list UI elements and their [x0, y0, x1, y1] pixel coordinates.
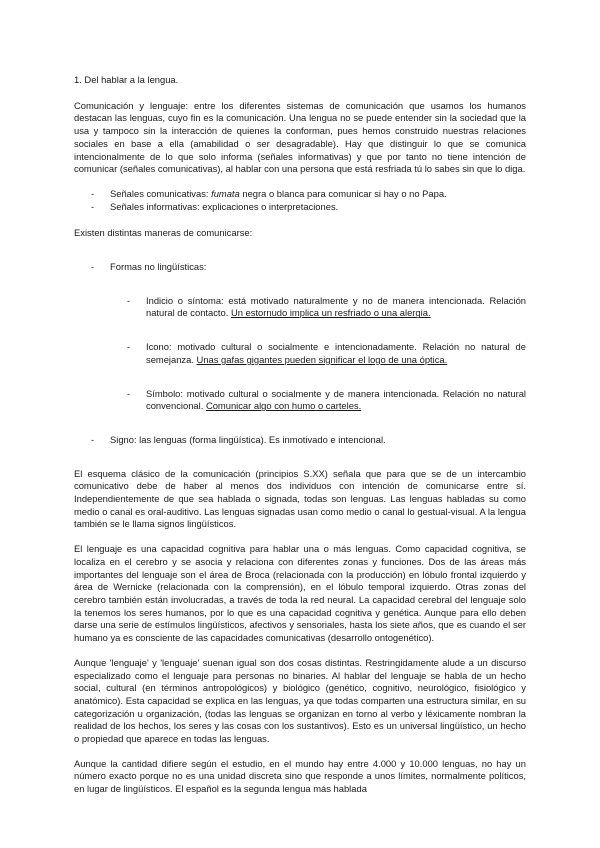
list-item	[74, 434, 526, 447]
intro-paragraph: Comunicación y lenguaje: entre los diferentes sistemas de comunicación que usamos los humanos destacan las lenguas, cuyo fin es la comunicación. Una lengua no se puede entender sin la sociedad que la usa y tampoco sin la interacción de quienes la conforman, pues hemos construido nuestras relaciones sociales en base a ella (amabilidad o ser desagradable). Hay que distinguir lo que se comunica intencionalmente de lo que solo informa (señales informativas) y que por tanto no tiene intención de comunicar (señales comunicativas), al hablar con una persona que está resfriada tú lo sabes sin que lo diga.	[74, 99, 526, 175]
sign-text: Signo: las lenguas (forma lingüística). Es inmotivado e intencional.	[110, 433, 386, 445]
list-item	[74, 261, 526, 274]
form-text: Símbolo: motivado cultural o socialmente y de manera intencionada. Relación no natural convencional.	[146, 387, 526, 412]
list-item	[74, 295, 526, 320]
forms-list	[74, 295, 526, 413]
signal-text-rest: negra o blanca para comunicar si hay o no Papa.	[239, 187, 447, 199]
signal-text: Señales informativas: explicaciones o interpretaciones.	[110, 200, 339, 212]
body-paragraph: Aunque la cantidad difiere según el estudio, en el mundo hay entre 4.000 y 10.000 lenguas, no hay un número exacto porque no es una unidad discreta sino que responde a unos límites, normalmente políticos, en lugar de lingüísticos. El español es la segunda lengua más hablada	[74, 757, 526, 795]
ways-intro: Existen distintas maneras de comunicarse:	[74, 227, 253, 239]
list-item	[74, 188, 526, 201]
dash-bullet-icon: -	[91, 261, 95, 273]
dash-bullet-icon: -	[127, 294, 131, 306]
signal-text: Señales comunicativas:	[110, 187, 212, 199]
form-text: Indicio o síntoma: está motivado naturalmente y no de manera intencionada. Relación natural de contacto.	[146, 294, 526, 319]
sign-list	[74, 434, 526, 447]
form-example: Unas gafas gigantes pueden significar el logo de una óptica.	[196, 353, 448, 365]
dash-bullet-icon: -	[127, 387, 131, 399]
list-item	[74, 388, 526, 413]
body-paragraph: El lenguaje es una capacidad cognitiva para hablar una o más lenguas. Como capacidad cognitiva, se localiza en el cerebro y se asocia y relaciona con diferentes zonas y funciones. Dos de las áreas más importantes del lenguaje son el área de Broca (relacionada con la producción) en lóbulo frontal izquierdo y área de Wernicke (relacionada con la comprensión), en el lóbulo temporal izquierdo. Otras zonas del cerebro también están involucradas, a través de toda la red neural. La capacidad cerebral del lenguaje solo la tenemos los seres humanos, por lo que es una capacidad cognitiva y genética. Aunque para ello deben darse una serie de estímulos lingüísticos, afectivos y sensoriales, hasta los siete años, que es cuando el ser humano ya es consciente de las capacidades comunicativas (desarrollo ontogenético).	[74, 543, 526, 644]
form-example: Comunicar algo con humo o carteles.	[205, 400, 362, 412]
form-text: Icono: motivado cultural o socialmente e intencionadamente. Relación no natural de semejanza.	[146, 341, 526, 365]
dash-bullet-icon: -	[91, 433, 95, 445]
body-paragraph: El esquema clásico de la comunicación (principios S.XX) señala que para que se de un intercambio comunicativo debe de haber al menos dos individuos con intención de comunicarse entre sí. Independientemente de que sea hablada o signada, todas son lenguas. Las lenguas habladas su como medio o canal es oral-auditivo. Las lenguas signadas usan como medio o canal lo gestual-visual. A la lengua también se le llama signos lingüísticos.	[74, 467, 526, 530]
form-example: Un estornudo implica un resfriado o una alergia.	[230, 307, 431, 319]
document-body	[74, 74, 526, 808]
ways-list	[74, 261, 526, 274]
body-paragraph: Aunque 'lenguaje' y 'lenguaje' suenan igual son dos cosas distintas. Restringidamente alude a un discurso especializado como el lenguaje para personas no binaries. Al hablar del lenguaje se habla de un hecho social, cultural (en términos antropológicos) y biológico (genético, cognitivo, neurológico, fisiológico y anatómico). Esta capacidad se explica en las lenguas, ya que todas comparten una estructura similar, en su categorización u organización, (todas las lenguas se organizan en torno al verbo y léxicamente nombran la realidad de los hechos, los seres y las cosas con los sustantivos). Esto es un universal lingüístico, un hecho o propiedad que aparece en todas las lenguas.	[74, 656, 526, 745]
list-item	[74, 201, 526, 214]
section-heading: 1. Del hablar a la lengua.	[74, 74, 179, 85]
dash-bullet-icon: -	[127, 341, 131, 353]
non-linguistic-label: Formas no lingüísticas:	[110, 261, 207, 273]
signal-emphasis: fumata	[211, 187, 240, 199]
dash-bullet-icon: -	[91, 187, 95, 199]
dash-bullet-icon: -	[91, 200, 95, 212]
list-item	[74, 341, 526, 366]
signals-list	[74, 188, 526, 213]
